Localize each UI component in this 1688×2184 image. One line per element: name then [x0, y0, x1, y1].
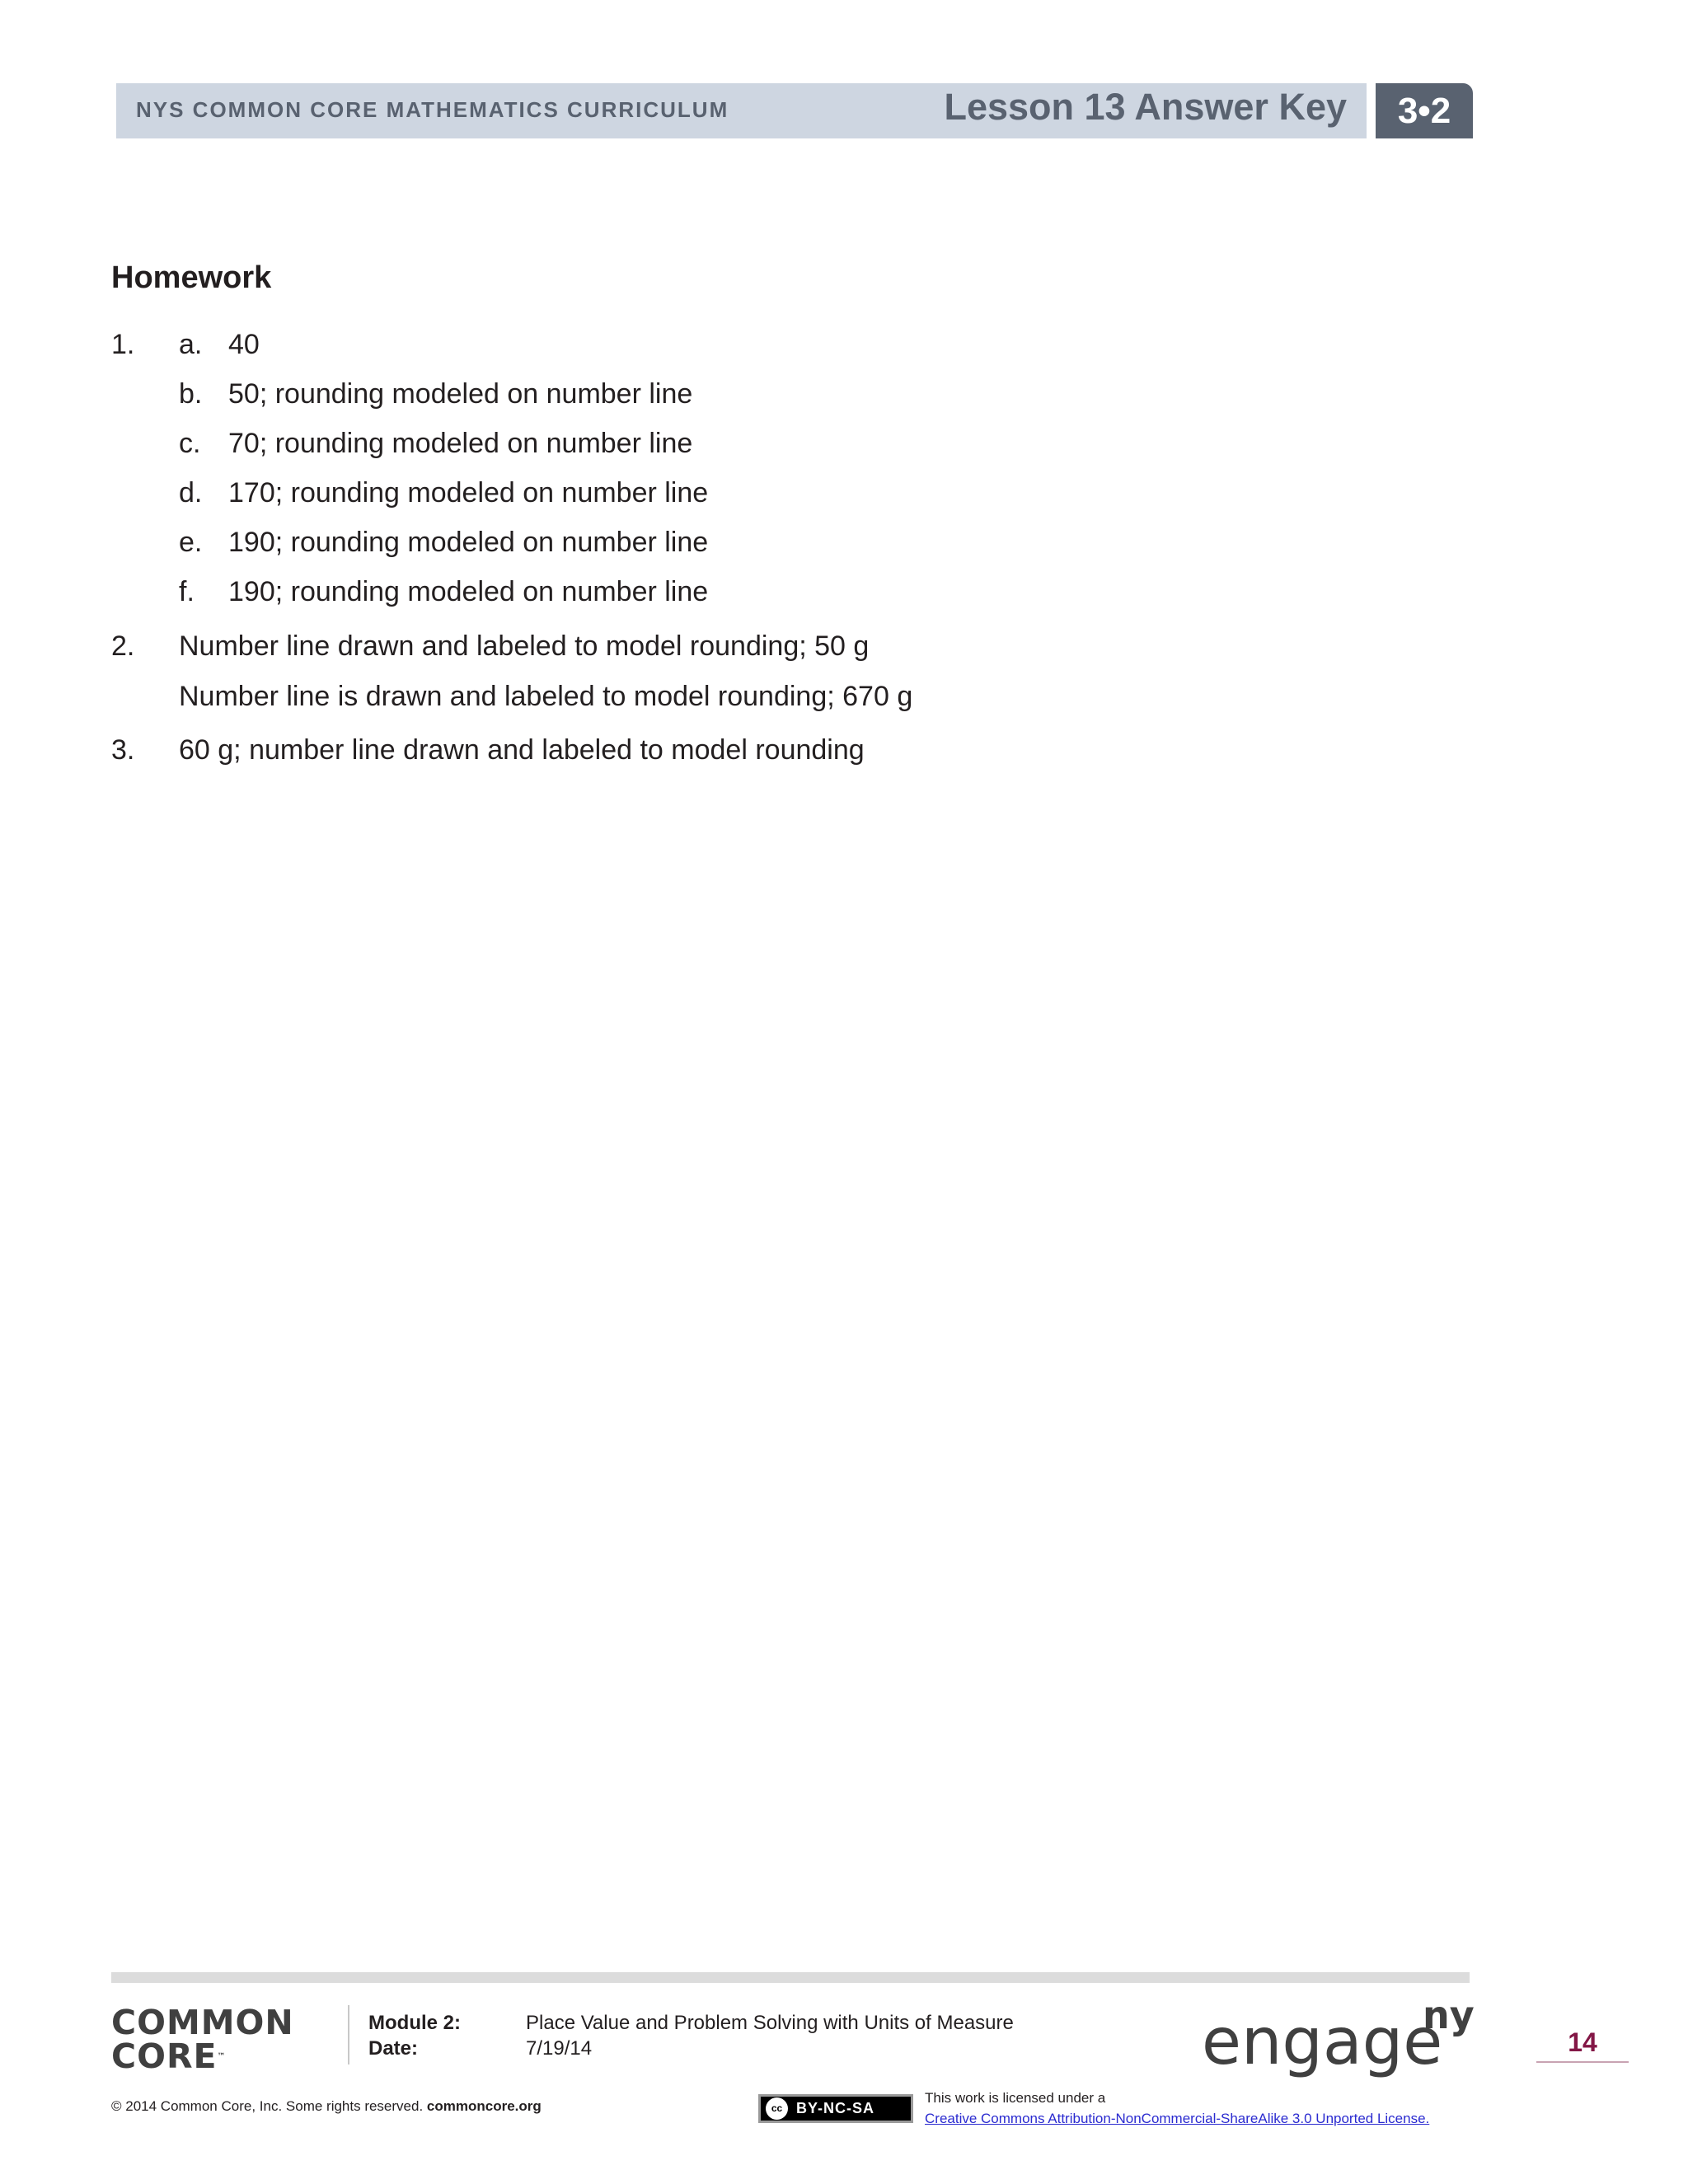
part-letter: b.: [179, 378, 203, 410]
answer-text: Number line is drawn and labeled to model rounding; 670 g: [179, 681, 913, 712]
cc-icon: cc: [766, 2097, 788, 2120]
section-heading: Homework: [111, 260, 272, 295]
answer-text: 60 g; number line drawn and labeled to model rounding: [179, 734, 865, 766]
page-number-rule: [1536, 2061, 1629, 2063]
question-number: 1.: [111, 329, 135, 360]
part-letter: c.: [179, 428, 201, 459]
module-label: Module 2:: [368, 2012, 461, 2034]
lesson-title: Lesson 13 Answer Key: [944, 86, 1347, 128]
engageny-logo: [1202, 1994, 1474, 2077]
part-letter: e.: [179, 527, 203, 558]
answer-text: 70; rounding modeled on number line: [228, 428, 693, 459]
part-letter: f.: [179, 576, 195, 607]
footer-divider: [348, 2005, 349, 2064]
license-badge-text: BY-NC-SA: [796, 2100, 875, 2116]
license-link[interactable]: Creative Commons Attribution-NonCommercial-ShareAlike 3.0 Unported License.: [925, 2111, 1430, 2126]
footer-rule: [111, 1972, 1470, 1983]
ny-text: ny: [1423, 1993, 1475, 2037]
module-value: Place Value and Problem Solving with Units of Measure: [526, 2012, 1014, 2034]
logo-line-1: COMMON: [111, 2003, 294, 2042]
part-letter: a.: [179, 329, 203, 360]
license-text: This work is licensed under a: [925, 2090, 1106, 2106]
copyright: © 2014 Common Core, Inc. Some rights reserved. commoncore.org: [111, 2098, 542, 2114]
answer-text: 40: [228, 329, 260, 360]
answer-text: 170; rounding modeled on number line: [228, 477, 709, 509]
part-letter: d.: [179, 477, 203, 509]
cc-license-badge[interactable]: [758, 2094, 913, 2123]
page-number: 14: [1568, 2027, 1597, 2057]
engage-text: engage: [1202, 2005, 1443, 2079]
answer-text: 190; rounding modeled on number line: [228, 527, 709, 558]
date-label: Date:: [368, 2037, 419, 2060]
question-number: 3.: [111, 734, 135, 766]
copyright-site[interactable]: commoncore.org: [426, 2098, 542, 2114]
answer-text: 50; rounding modeled on number line: [228, 378, 693, 410]
logo-line-2: CORE™: [111, 2036, 227, 2076]
date-value: 7/19/14: [526, 2037, 593, 2060]
common-core-logo: [111, 2003, 309, 2076]
answer-text: Number line drawn and labeled to model rounding; 50 g: [179, 630, 870, 662]
answer-text: 190; rounding modeled on number line: [228, 576, 709, 607]
curriculum-title: NYS COMMON CORE MATHEMATICS CURRICULUM: [136, 97, 729, 122]
question-number: 2.: [111, 630, 135, 662]
grade-module-badge: 3•2: [1376, 83, 1473, 138]
